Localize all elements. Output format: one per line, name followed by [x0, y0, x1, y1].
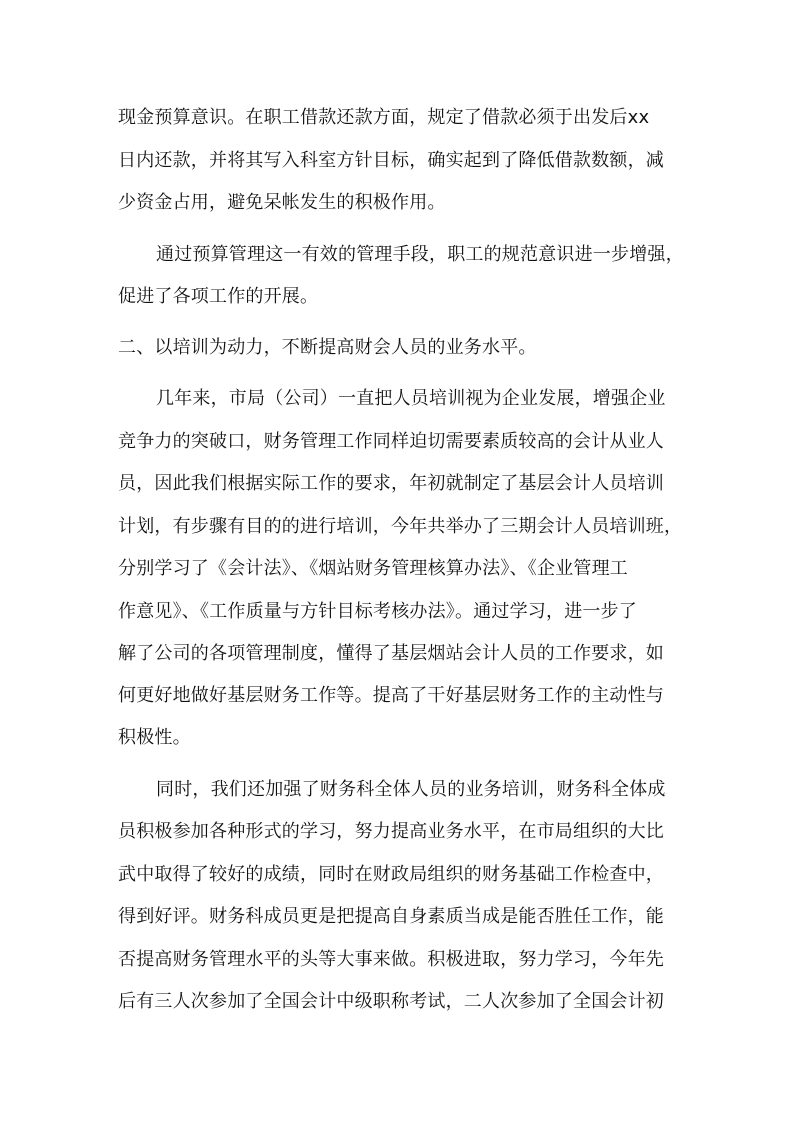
text-line: 后有三人次参加了全国会计中级职称考试，二人次参加了全国会计初 [118, 991, 664, 1012]
text-line: 否提高财务管理水平的头等大事来做。积极进取，努力学习，今年先 [118, 949, 664, 970]
text-line: 日内还款，并将其写入科室方针目标，确实起到了降低借款数额，减 [118, 150, 664, 171]
section-heading: 二、以培训为动力，不断提高财会人员的业务水平。 [118, 337, 537, 358]
text-line: 几年来，市局（公司）一直把人员培训视为企业发展，增强企业 [156, 388, 666, 409]
text-line: 同时，我们还加强了财务科全体人员的业务培训，财务科全体成 [156, 779, 666, 800]
text-line: 何更好地做好基层财务工作等。提高了干好基层财务工作的主动性与 [118, 685, 664, 706]
text-line: 竞争力的突破口，财务管理工作同样迫切需要素质较高的会计从业人 [118, 431, 664, 452]
text-line: 积极性。 [118, 727, 191, 748]
text-line: 武中取得了较好的成绩，同时在财政局组织的财务基础工作检查中， [118, 864, 664, 885]
text-line: 作意见》、《工作质量与方针目标考核办法》。通过学习，进一步了 [118, 601, 637, 622]
text-line: 现金预算意识。在职工借款还款方面，规定了借款必须于出发后xx [118, 107, 650, 128]
text-line: 计划，有步骤有目的的进行培训，今年共举办了三期会计人员培训班， [118, 516, 683, 537]
text-line: 员，因此我们根据实际工作的要求，年初就制定了基层会计人员培训 [118, 473, 664, 494]
text-line: 少资金占用，避免呆帐发生的积极作用。 [118, 192, 446, 213]
text-line: 通过预算管理这一有效的管理手段，职工的规范意识进一步增强， [156, 244, 684, 265]
text-line: 分别学习了《会计法》、《烟站财务管理核算办法》、《企业管理工 [118, 558, 628, 579]
text-line: 解了公司的各项管理制度，懂得了基层烟站会计人员的工作要求，如 [118, 643, 664, 664]
text-line: 员积极参加各种形式的学习，努力提高业务水平，在市局组织的大比 [118, 821, 664, 842]
text-line: 促进了各项工作的开展。 [118, 286, 319, 307]
text-line: 得到好评。财务科成员更是把提高自身素质当成是能否胜任工作，能 [118, 906, 664, 927]
